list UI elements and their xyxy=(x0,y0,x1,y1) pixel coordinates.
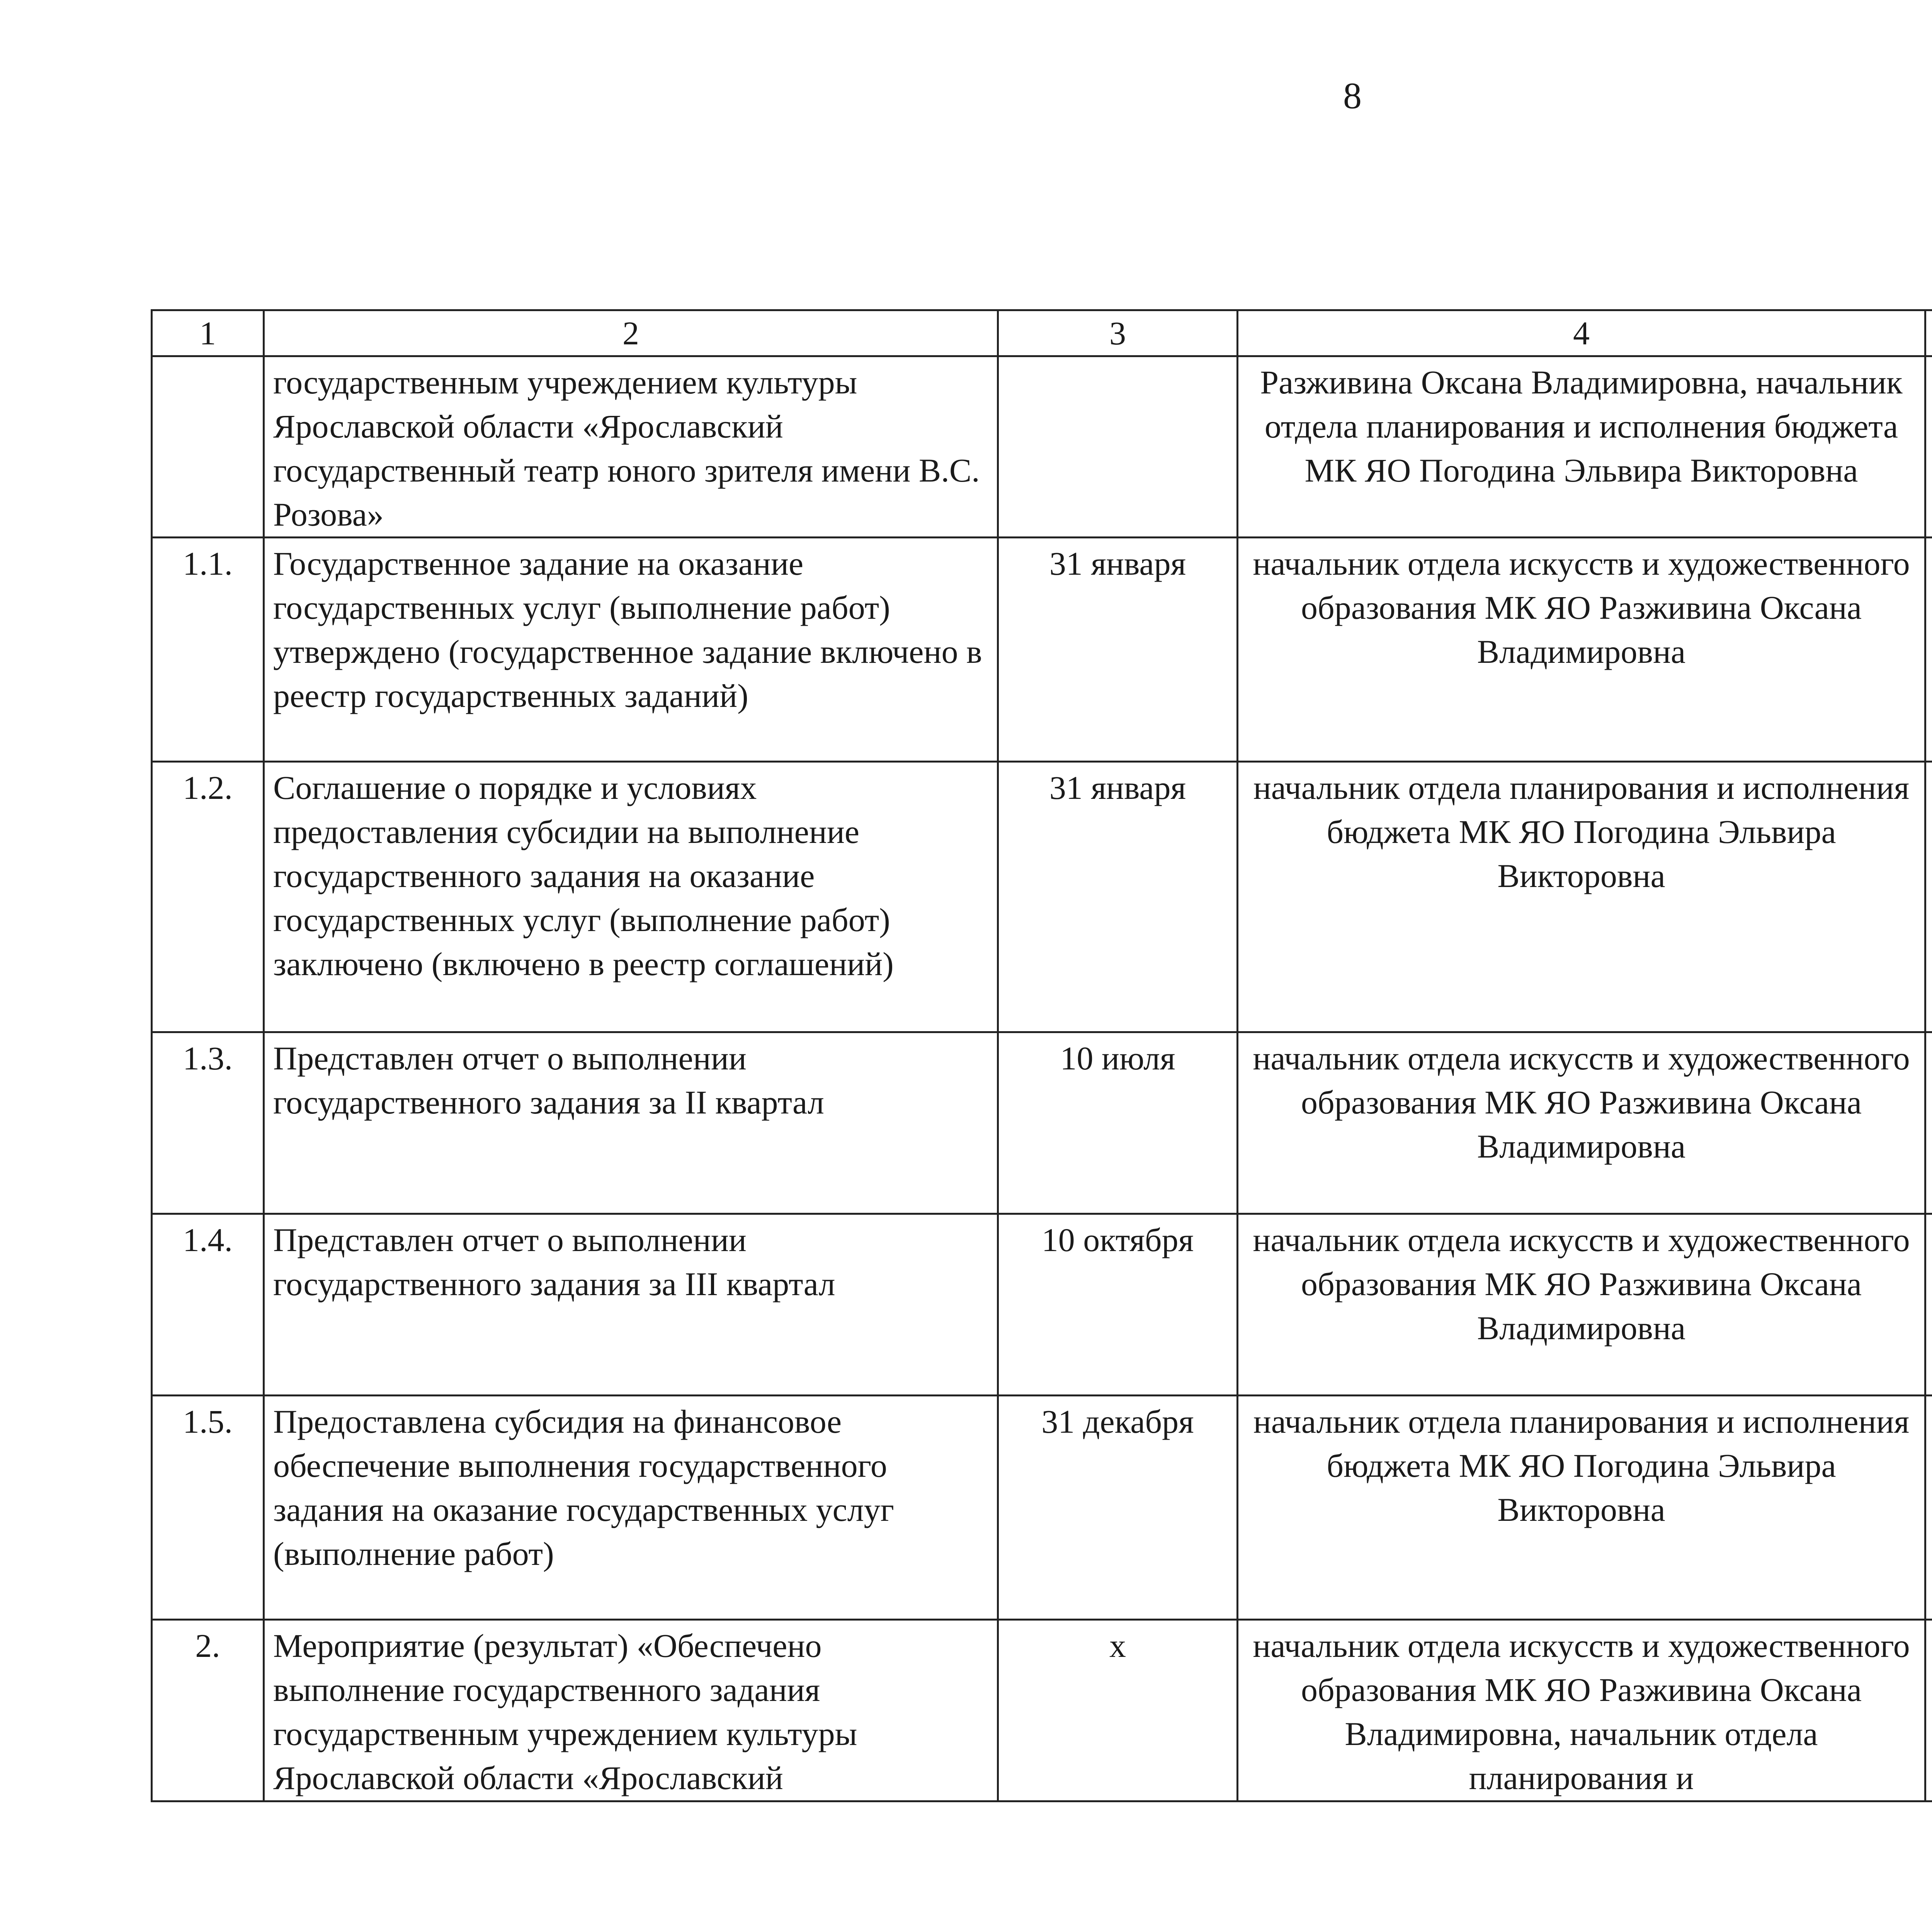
table-row xyxy=(152,538,1932,762)
table-row xyxy=(152,1620,1932,1801)
table-row xyxy=(152,1032,1932,1214)
row-responsible: Разживина Оксана Владимировна, начальник отдела планирования и исполнения бюджета МК ЯО Погодина Эльвира Викторовна xyxy=(1238,356,1925,538)
row-document xyxy=(1925,1396,1932,1620)
table-row xyxy=(152,1214,1932,1396)
header-cell: 1 xyxy=(152,310,264,356)
row-number: 1.3. xyxy=(152,1032,264,1214)
row-document xyxy=(1925,762,1932,1032)
row-document xyxy=(1925,356,1932,538)
header-cell: 2 xyxy=(264,310,998,356)
row-deadline: 31 декабря xyxy=(998,1396,1238,1620)
row-document xyxy=(1925,1214,1932,1396)
row-description: Государственное задание на оказание государственных услуг (выполнение работ) утверждено (государственное задание включено в реестр государственных заданий) xyxy=(264,538,998,762)
row-number xyxy=(152,356,264,538)
page-number: 8 xyxy=(1343,75,1362,116)
row-number: 2. xyxy=(152,1620,264,1801)
row-description: Соглашение о порядке и условиях предоставления субсидии на выполнение государственного задания на оказание государственных услуг (выполнение работ) заключено (включено в реестр соглашений) xyxy=(264,762,998,1032)
row-deadline: 31 января xyxy=(998,762,1238,1032)
row-number: 1.5. xyxy=(152,1396,264,1620)
row-deadline: 31 января xyxy=(998,538,1238,762)
plan-table xyxy=(151,309,1932,1802)
row-responsible: начальник отдела искусств и художественного образования МК ЯО Разживина Оксана Владимировна xyxy=(1238,538,1925,762)
row-description: Представлен отчет о выполнении государственного задания за III квартал xyxy=(264,1214,998,1396)
header-cell xyxy=(1925,310,1932,356)
row-number: 1.1. xyxy=(152,538,264,762)
row-document xyxy=(1925,1032,1932,1214)
row-description: Предоставлена субсидия на финансовое обеспечение выполнения государственного задания на оказание государственных услуг (выполнение работ) xyxy=(264,1396,998,1620)
row-number: 1.2. xyxy=(152,762,264,1032)
header-cell: 4 xyxy=(1238,310,1925,356)
row-document xyxy=(1925,1620,1932,1801)
row-description: государственным учреждением культуры Ярославской области «Ярославский государственный театр юного зрителя имени В.С. Розова» xyxy=(264,356,998,538)
row-description: Мероприятие (результат) «Обеспечено выполнение государственного задания государственным учреждением культуры Ярославской области «Ярославский xyxy=(264,1620,998,1801)
row-responsible: начальник отдела искусств и художественного образования МК ЯО Разживина Оксана Владимировна, начальник отдела планирования и xyxy=(1238,1620,1925,1801)
table-header-row xyxy=(152,310,1932,356)
row-responsible: начальник отдела искусств и художественного образования МК ЯО Разживина Оксана Владимировна xyxy=(1238,1214,1925,1396)
table-row xyxy=(152,1396,1932,1620)
row-deadline xyxy=(998,356,1238,538)
row-responsible: начальник отдела планирования и исполнения бюджета МК ЯО Погодина Эльвира Викторовна xyxy=(1238,762,1925,1032)
row-deadline: 10 июля xyxy=(998,1032,1238,1214)
table-row xyxy=(152,356,1932,538)
row-deadline: х xyxy=(998,1620,1238,1801)
row-deadline: 10 октября xyxy=(998,1214,1238,1396)
row-responsible: начальник отдела искусств и художественного образования МК ЯО Разживина Оксана Владимировна xyxy=(1238,1032,1925,1214)
row-document xyxy=(1925,538,1932,762)
table-row xyxy=(152,762,1932,1032)
row-number: 1.4. xyxy=(152,1214,264,1396)
header-cell: 3 xyxy=(998,310,1238,356)
row-responsible: начальник отдела планирования и исполнения бюджета МК ЯО Погодина Эльвира Викторовна xyxy=(1238,1396,1925,1620)
row-description: Представлен отчет о выполнении государственного задания за II квартал xyxy=(264,1032,998,1214)
